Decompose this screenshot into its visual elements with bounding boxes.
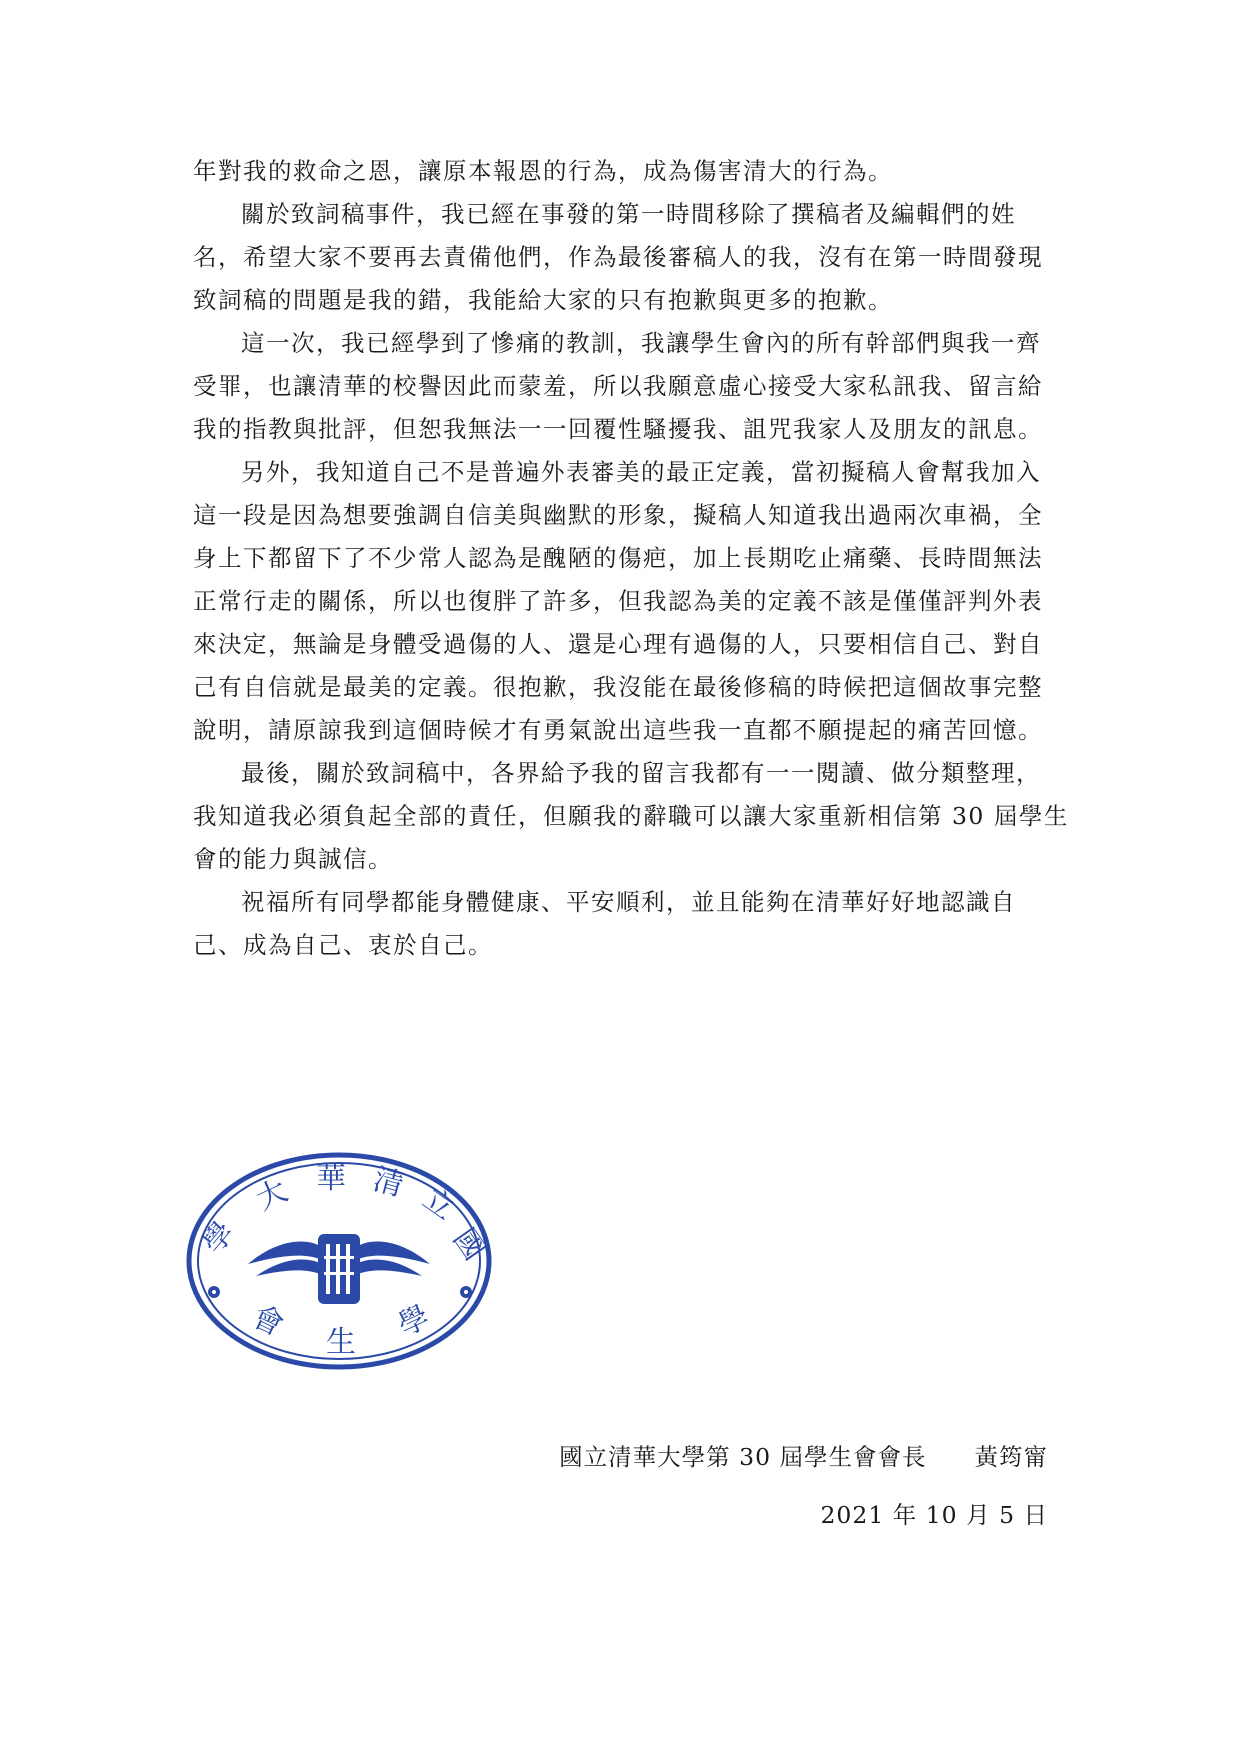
body-line: 祝福所有同學都能身體健康、平安順利，並且能夠在清華好好地認識自 [241, 888, 1016, 916]
student-union-seal [186, 1152, 492, 1370]
body-line: 會的能力與誠信。 [193, 845, 393, 873]
letter-body [193, 150, 1069, 967]
body-line: 說明，請原諒我到這個時候才有勇氣說出這些我一直都不願提起的痛苦回憶。 [193, 716, 1043, 744]
body-line: 來決定，無論是身體受過傷的人、還是心理有過傷的人，只要相信自己、對自 [193, 630, 1043, 658]
body-line: 己、成為自己、衷於自己。 [193, 931, 493, 959]
body-line: 我知道我必須負起全部的責任，但願我的辭職可以讓大家重新相信第 30 屆學生 [193, 802, 1069, 830]
signature-line [488, 1428, 1048, 1486]
svg-text:大: 大 [250, 1173, 293, 1218]
svg-text:會: 會 [247, 1299, 290, 1344]
body-line: 致詞稿的問題是我的錯，我能給大家的只有抱歉與更多的抱歉。 [193, 286, 893, 314]
seal-stamp-icon [186, 1152, 492, 1370]
body-line: 年對我的救命之恩，讓原本報恩的行為，成為傷害清大的行為。 [193, 157, 893, 185]
body-line: 另外，我知道自己不是普遍外表審美的最正定義，當初擬稿人會幫我加入 [241, 458, 1041, 486]
svg-text:學: 學 [195, 1215, 242, 1261]
body-line: 關於致詞稿事件，我已經在事發的第一時間移除了撰稿者及編輯們的姓 [241, 200, 1016, 228]
body-line: 名，希望大家不要再去責備他們，作為最後審稿人的我，沒有在第一時間發現 [193, 243, 1043, 271]
body-line: 這一次，我已經學到了慘痛的教訓，我讓學生會內的所有幹部們與我一齊 [241, 329, 1041, 357]
signature-block [488, 1428, 1048, 1544]
svg-text:國: 國 [445, 1222, 492, 1267]
svg-text:華: 華 [316, 1161, 346, 1196]
svg-text:生: 生 [326, 1325, 356, 1360]
signatory-title: 國立清華大學第 30 屆學生會會長 [559, 1443, 927, 1471]
body-line: 最後，關於致詞稿中，各界給予我的留言我都有一一閱讀、做分類整理， [241, 759, 1041, 787]
signature-date: 2021 年 10 月 5 日 [820, 1501, 1048, 1529]
svg-text:清: 清 [369, 1162, 408, 1204]
body-line: 這一段是因為想要強調自信美與幽默的形象，擬稿人知道我出過兩次車禍，全 [193, 501, 1043, 529]
svg-text:立: 立 [416, 1181, 461, 1228]
body-line: 我的指教與批評，但恕我無法一一回覆性騷擾我、詛咒我家人及朋友的訊息。 [193, 415, 1043, 443]
body-line: 正常行走的關係，所以也復胖了許多，但我認為美的定義不該是僅僅評判外表 [193, 587, 1043, 615]
signatory-name: 黃筠甯 [974, 1443, 1048, 1471]
body-line: 身上下都留下了不少常人認為是醜陋的傷疤，加上長期吃止痛藥、長時間無法 [193, 544, 1043, 572]
svg-text:學: 學 [392, 1299, 435, 1344]
body-line: 受罪，也讓清華的校譽因此而蒙羞，所以我願意虛心接受大家私訊我、留言給 [193, 372, 1043, 400]
body-line: 己有自信就是最美的定義。很抱歉，我沒能在最後修稿的時候把這個故事完整 [193, 673, 1043, 701]
